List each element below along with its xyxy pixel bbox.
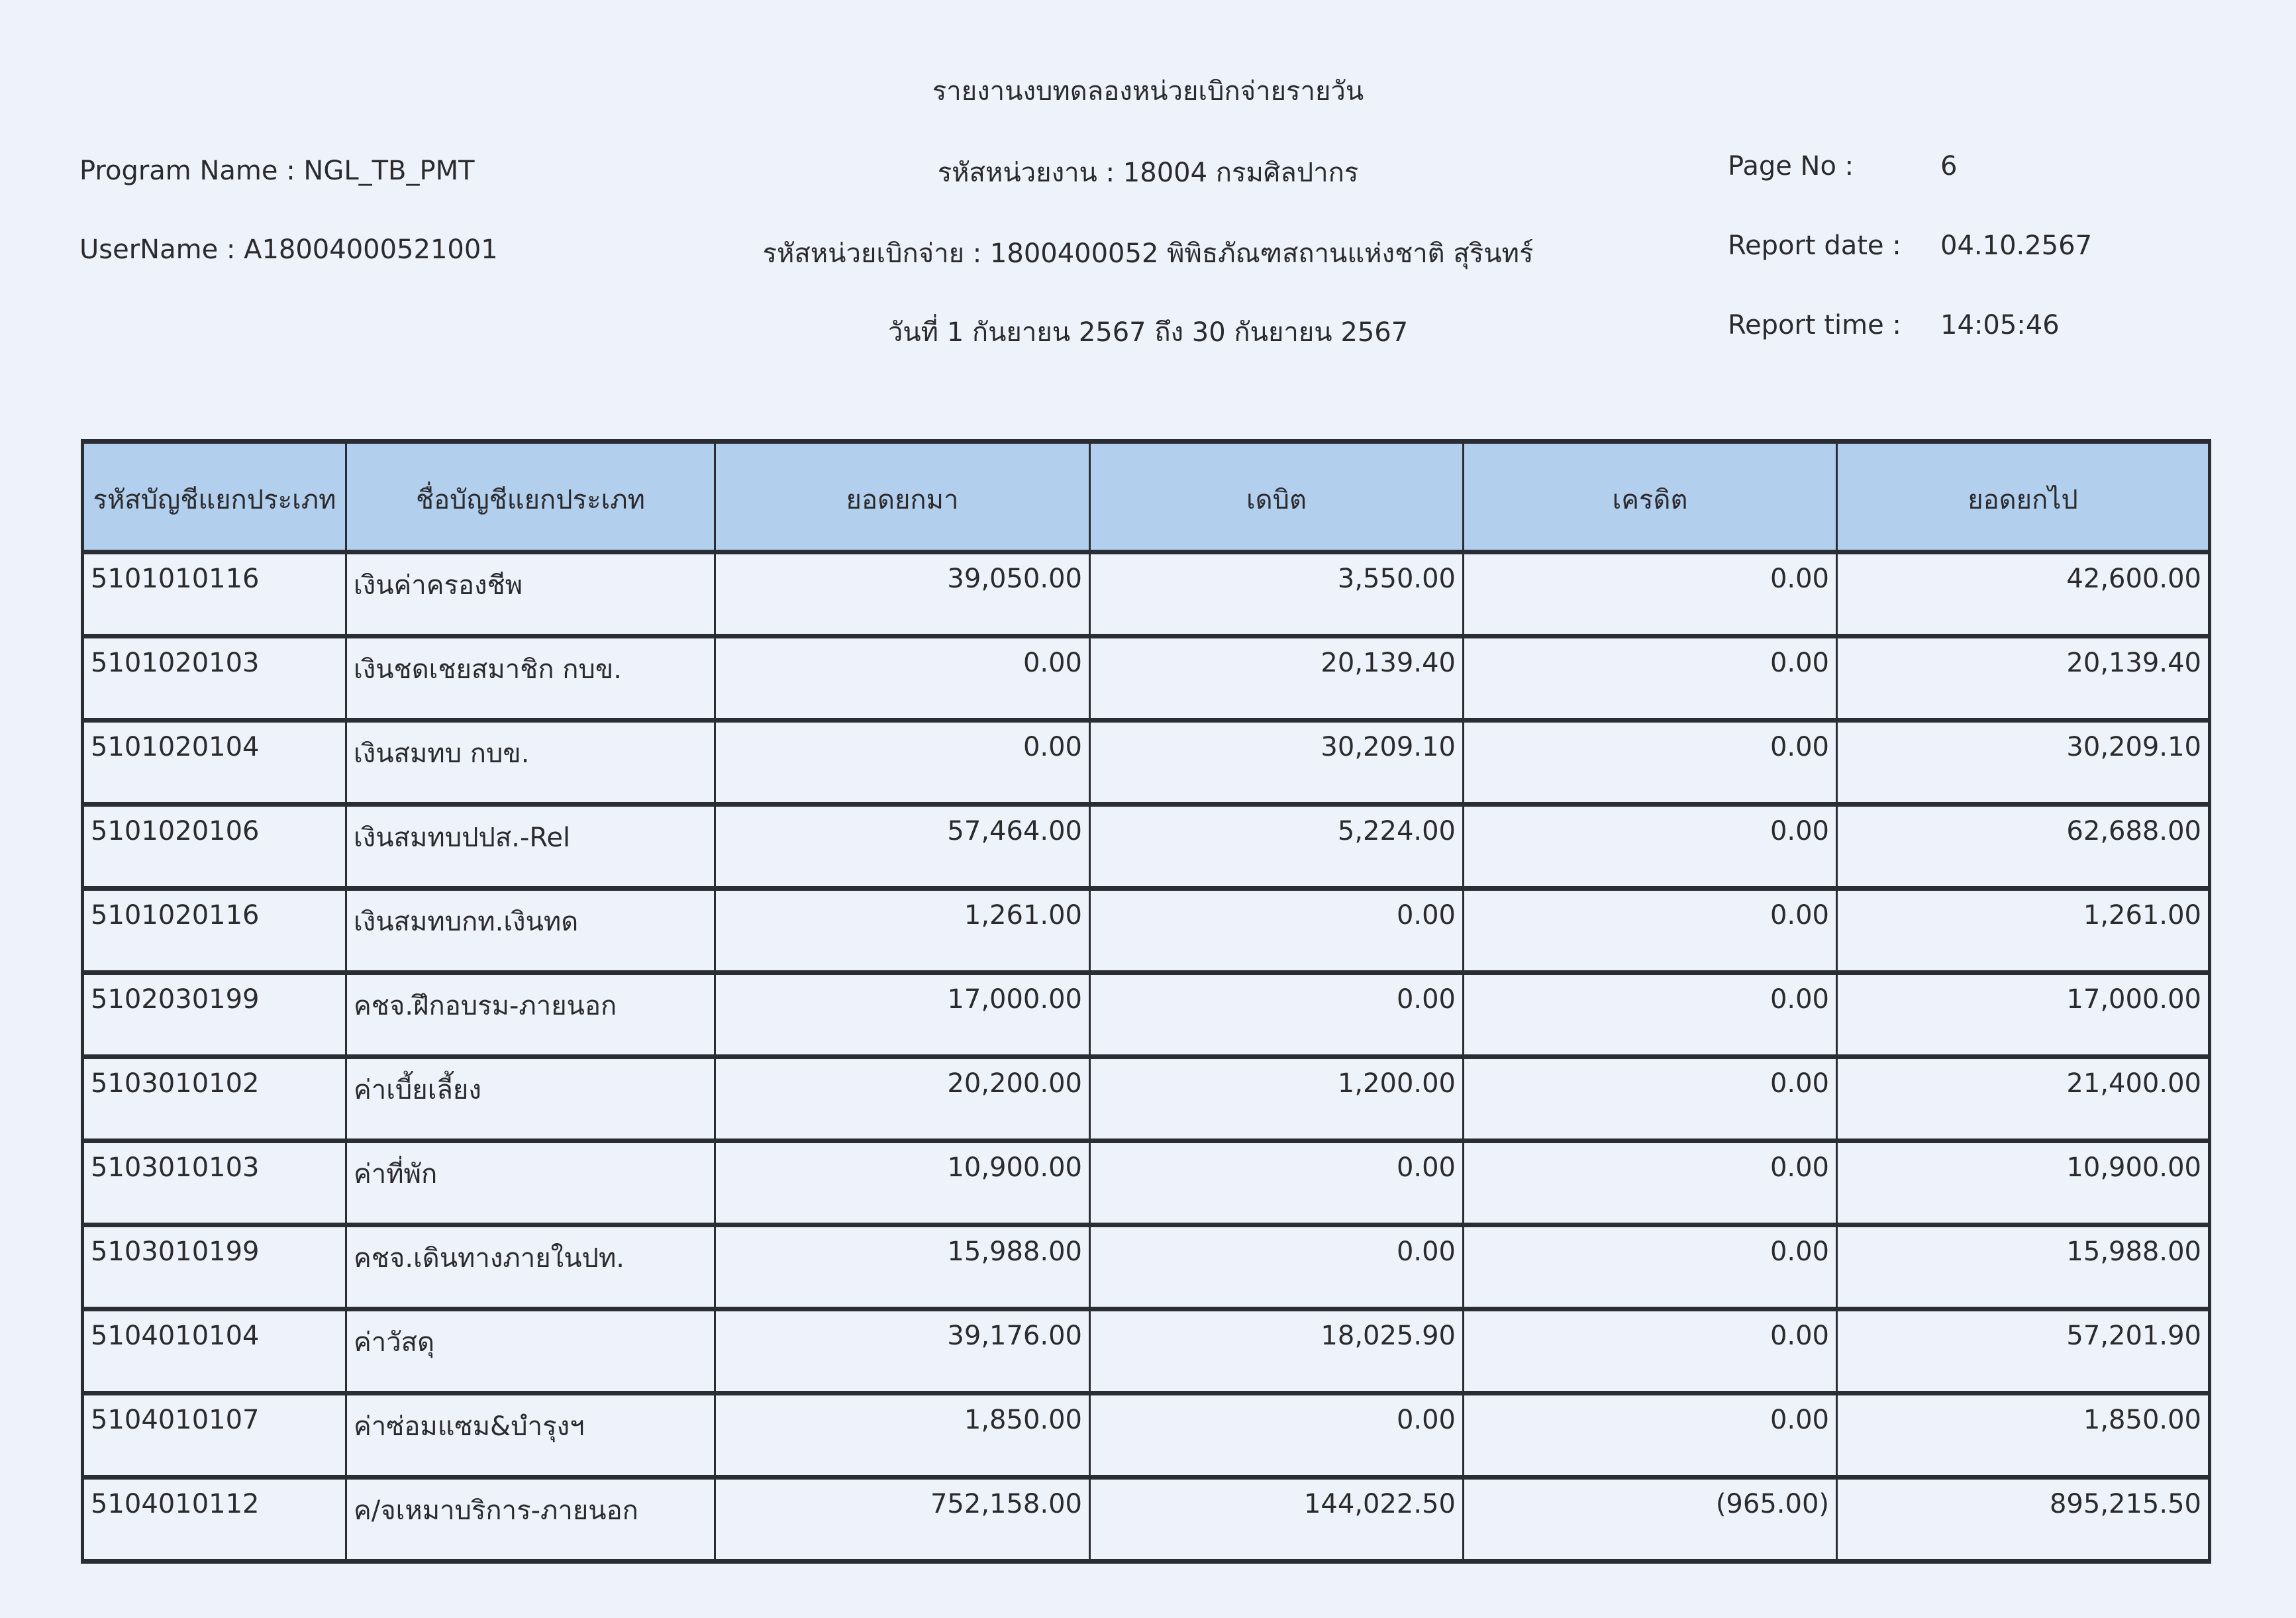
- account-name-cell: ค่าเบี้ยเลี้ยง: [346, 1057, 715, 1141]
- account-name-cell: เงินสมทบปปส.-Rel: [346, 805, 715, 889]
- report-date-label: Report date :: [1728, 230, 1901, 261]
- credit-cell: 0.00: [1464, 636, 1837, 721]
- carried-forward-cell: 10,900.00: [1837, 1141, 2210, 1225]
- carried-forward-cell: 42,600.00: [1837, 552, 2210, 636]
- account-name-cell: เงินสมทบ กบข.: [346, 721, 715, 805]
- account-code-cell: 5101010116: [83, 552, 346, 636]
- brought-forward-cell: 1,850.00: [715, 1393, 1090, 1478]
- credit-cell: 0.00: [1464, 973, 1837, 1057]
- debit-cell: 0.00: [1090, 1393, 1464, 1478]
- user-name: UserName : A18004000521001: [79, 234, 498, 265]
- debit-cell: 1,200.00: [1090, 1057, 1464, 1141]
- table-row: [83, 1225, 2210, 1309]
- table-row: [83, 805, 2210, 889]
- carried-forward-cell: 21,400.00: [1837, 1057, 2210, 1141]
- account-name-cell: เงินสมทบกท.เงินทด: [346, 889, 715, 973]
- account-code-cell: 5101020106: [83, 805, 346, 889]
- carried-forward-cell: 1,261.00: [1837, 889, 2210, 973]
- credit-cell: 0.00: [1464, 721, 1837, 805]
- debit-cell: 20,139.40: [1090, 636, 1464, 721]
- table-row: [83, 1478, 2210, 1562]
- account-code-cell: 5104010107: [83, 1393, 346, 1478]
- table-row: [83, 1393, 2210, 1478]
- brought-forward-cell: 752,158.00: [715, 1478, 1090, 1562]
- report-time-label: Report time :: [1728, 310, 1901, 340]
- account-code-cell: 5103010199: [83, 1225, 346, 1309]
- debit-cell: 3,550.00: [1090, 552, 1464, 636]
- page-no-label: Page No :: [1728, 151, 1854, 181]
- table-header-row: [83, 442, 2210, 552]
- account-name-cell: คชจ.เดินทางภายในปท.: [346, 1225, 715, 1309]
- account-code-cell: 5102030199: [83, 973, 346, 1057]
- brought-forward-cell: 17,000.00: [715, 973, 1090, 1057]
- table-row: [83, 721, 2210, 805]
- column-header-credit: เครดิต: [1464, 442, 1837, 552]
- debit-cell: 5,224.00: [1090, 805, 1464, 889]
- carried-forward-cell: 30,209.10: [1837, 721, 2210, 805]
- report-time-value: 14:05:46: [1940, 310, 2060, 340]
- brought-forward-cell: 0.00: [715, 721, 1090, 805]
- brought-forward-cell: 15,988.00: [715, 1225, 1090, 1309]
- column-header-account-code: รหัสบัญชีแยกประเภท: [83, 442, 346, 552]
- carried-forward-cell: 895,215.50: [1837, 1478, 2210, 1562]
- table-row: [83, 1057, 2210, 1141]
- table-row: [83, 973, 2210, 1057]
- table-row: [83, 1309, 2210, 1393]
- credit-cell: 0.00: [1464, 1393, 1837, 1478]
- account-code-cell: 5101020104: [83, 721, 346, 805]
- brought-forward-cell: 0.00: [715, 636, 1090, 721]
- report-title: รายงานงบทดลองหน่วยเบิกจ่ายรายวัน: [932, 76, 1364, 107]
- account-code-cell: 5103010102: [83, 1057, 346, 1141]
- debit-cell: 18,025.90: [1090, 1309, 1464, 1393]
- carried-forward-cell: 15,988.00: [1837, 1225, 2210, 1309]
- account-name-cell: ค่าวัสดุ: [346, 1309, 715, 1393]
- account-code-cell: 5103010103: [83, 1141, 346, 1225]
- account-code-cell: 5101020103: [83, 636, 346, 721]
- report-date-value: 04.10.2567: [1940, 230, 2093, 261]
- credit-cell: 0.00: [1464, 889, 1837, 973]
- account-name-cell: ค/จเหมาบริการ-ภายนอก: [346, 1478, 715, 1562]
- brought-forward-cell: 57,464.00: [715, 805, 1090, 889]
- account-name-cell: คชจ.ฝึกอบรม-ภายนอก: [346, 973, 715, 1057]
- carried-forward-cell: 1,850.00: [1837, 1393, 2210, 1478]
- column-header-account-name: ชื่อบัญชีแยกประเภท: [346, 442, 715, 552]
- account-code-cell: 5104010104: [83, 1309, 346, 1393]
- credit-cell: 0.00: [1464, 1141, 1837, 1225]
- account-code-cell: 5104010112: [83, 1478, 346, 1562]
- debit-cell: 0.00: [1090, 889, 1464, 973]
- column-header-brought-forward: ยอดยกมา: [715, 442, 1090, 552]
- brought-forward-cell: 1,261.00: [715, 889, 1090, 973]
- brought-forward-cell: 20,200.00: [715, 1057, 1090, 1141]
- carried-forward-cell: 62,688.00: [1837, 805, 2210, 889]
- brought-forward-cell: 10,900.00: [715, 1141, 1090, 1225]
- debit-cell: 30,209.10: [1090, 721, 1464, 805]
- account-name-cell: ค่าที่พัก: [346, 1141, 715, 1225]
- carried-forward-cell: 57,201.90: [1837, 1309, 2210, 1393]
- brought-forward-cell: 39,176.00: [715, 1309, 1090, 1393]
- brought-forward-cell: 39,050.00: [715, 552, 1090, 636]
- account-code-cell: 5101020116: [83, 889, 346, 973]
- disbursing-unit-line: รหัสหน่วยเบิกจ่าย : 1800400052 พิพิธภัณฑสถานแห่งชาติ สุรินทร์: [762, 238, 1534, 269]
- credit-cell: 0.00: [1464, 552, 1837, 636]
- debit-cell: 0.00: [1090, 973, 1464, 1057]
- table-row: [83, 636, 2210, 721]
- debit-cell: 144,022.50: [1090, 1478, 1464, 1562]
- credit-cell: 0.00: [1464, 1309, 1837, 1393]
- carried-forward-cell: 17,000.00: [1837, 973, 2210, 1057]
- debit-cell: 0.00: [1090, 1225, 1464, 1309]
- table-row: [83, 552, 2210, 636]
- debit-cell: 0.00: [1090, 1141, 1464, 1225]
- trial-balance-table: [81, 439, 2211, 1564]
- agency-line: รหัสหน่วยงาน : 18004 กรมศิลปากร: [937, 158, 1359, 188]
- credit-cell: 0.00: [1464, 805, 1837, 889]
- account-name-cell: ค่าซ่อมแซม&บำรุงฯ: [346, 1393, 715, 1478]
- credit-cell: 0.00: [1464, 1057, 1837, 1141]
- account-name-cell: เงินค่าครองชีพ: [346, 552, 715, 636]
- table-row: [83, 1141, 2210, 1225]
- credit-cell: 0.00: [1464, 1225, 1837, 1309]
- date-range-line: วันที่ 1 กันยายน 2567 ถึง 30 กันยายน 2567: [887, 317, 1409, 348]
- column-header-debit: เดบิต: [1090, 442, 1464, 552]
- page-no-value: 6: [1940, 151, 1958, 181]
- program-name: Program Name : NGL_TB_PMT: [79, 156, 475, 186]
- credit-cell: (965.00): [1464, 1478, 1837, 1562]
- carried-forward-cell: 20,139.40: [1837, 636, 2210, 721]
- column-header-carried-forward: ยอดยกไป: [1837, 442, 2210, 552]
- account-name-cell: เงินชดเชยสมาชิก กบข.: [346, 636, 715, 721]
- table-body: [83, 552, 2210, 1562]
- table-row: [83, 889, 2210, 973]
